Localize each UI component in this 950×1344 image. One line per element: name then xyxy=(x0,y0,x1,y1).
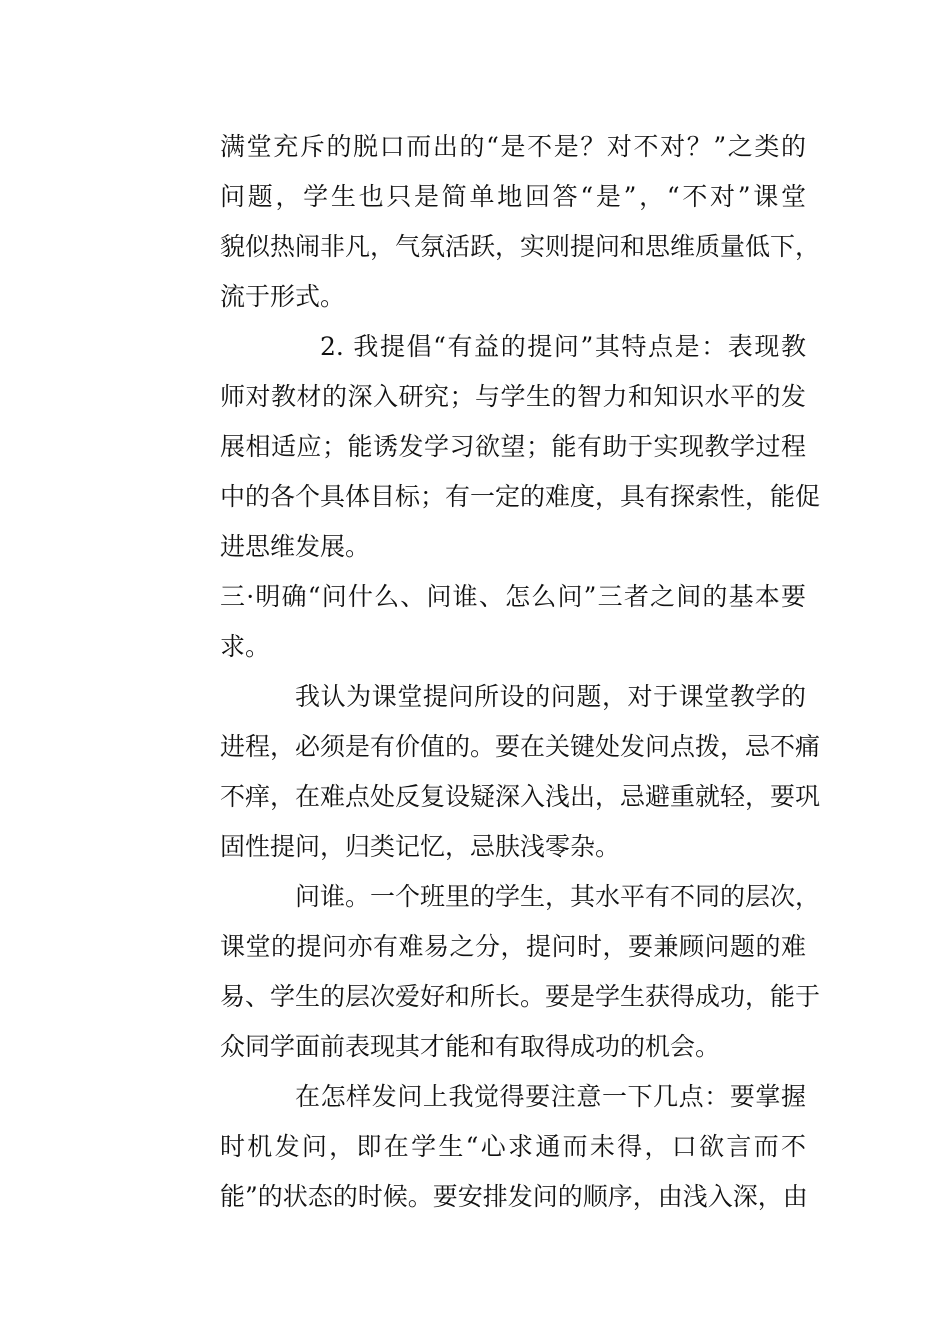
text-line: 不痒，在难点处反复设疑深入浅出，忌避重就轻，要巩 xyxy=(220,782,821,811)
text-line: 流于形式。 xyxy=(220,282,346,311)
text-line: 进程，必须是有价值的。要在关键处发问点拨，忌不痛 xyxy=(220,732,821,761)
text-line: 问题，学生也只是简单地回答“是”，“不对”课堂 xyxy=(220,182,806,211)
text-line: 课堂的提问亦有难易之分，提问时，要兼顾问题的难 xyxy=(220,932,806,961)
text-line: 中的各个具体目标；有一定的难度，具有探索性，能促 xyxy=(220,482,821,511)
text-line: 貌似热闹非凡，气氛活跃，实则提问和思维质量低下， xyxy=(220,232,821,261)
text-line: 进思维发展。 xyxy=(220,532,371,561)
text-line: 展相适应；能诱发学习欲望；能有助于实现教学过程 xyxy=(220,432,806,461)
text-line: 问谁。一个班里的学生，其水平有不同的层次， xyxy=(295,882,821,911)
text-line: 师对教材的深入研究；与学生的智力和知识水平的发 xyxy=(220,382,806,411)
text-line: 众同学面前表现其才能和有取得成功的机会。 xyxy=(220,1032,721,1061)
text-line: 求。 xyxy=(220,632,271,661)
text-line: 固性提问，归类记忆，忌肤浅零杂。 xyxy=(220,832,621,861)
text-line: 三·明确“问什么、问谁、怎么问”三者之间的基本要 xyxy=(220,582,806,611)
text-line: 能”的状态的时候。要安排发问的顺序，由浅入深，由 xyxy=(220,1182,808,1211)
text-line: 2. 我提倡“有益的提问”其特点是：表现教 xyxy=(320,332,806,361)
text-line: 满堂充斥的脱口而出的“是不是？对不对？”之类的 xyxy=(220,132,806,161)
text-line: 时机发问，即在学生“心求通而未得，口欲言而不 xyxy=(220,1132,806,1161)
text-line: 在怎样发问上我觉得要注意一下几点：要掌握 xyxy=(295,1082,806,1111)
document-body xyxy=(220,122,821,1222)
text-line: 易、学生的层次爱好和所长。要是学生获得成功，能于 xyxy=(220,982,821,1011)
text-line: 我认为课堂提问所设的问题，对于课堂教学的 xyxy=(295,682,806,711)
